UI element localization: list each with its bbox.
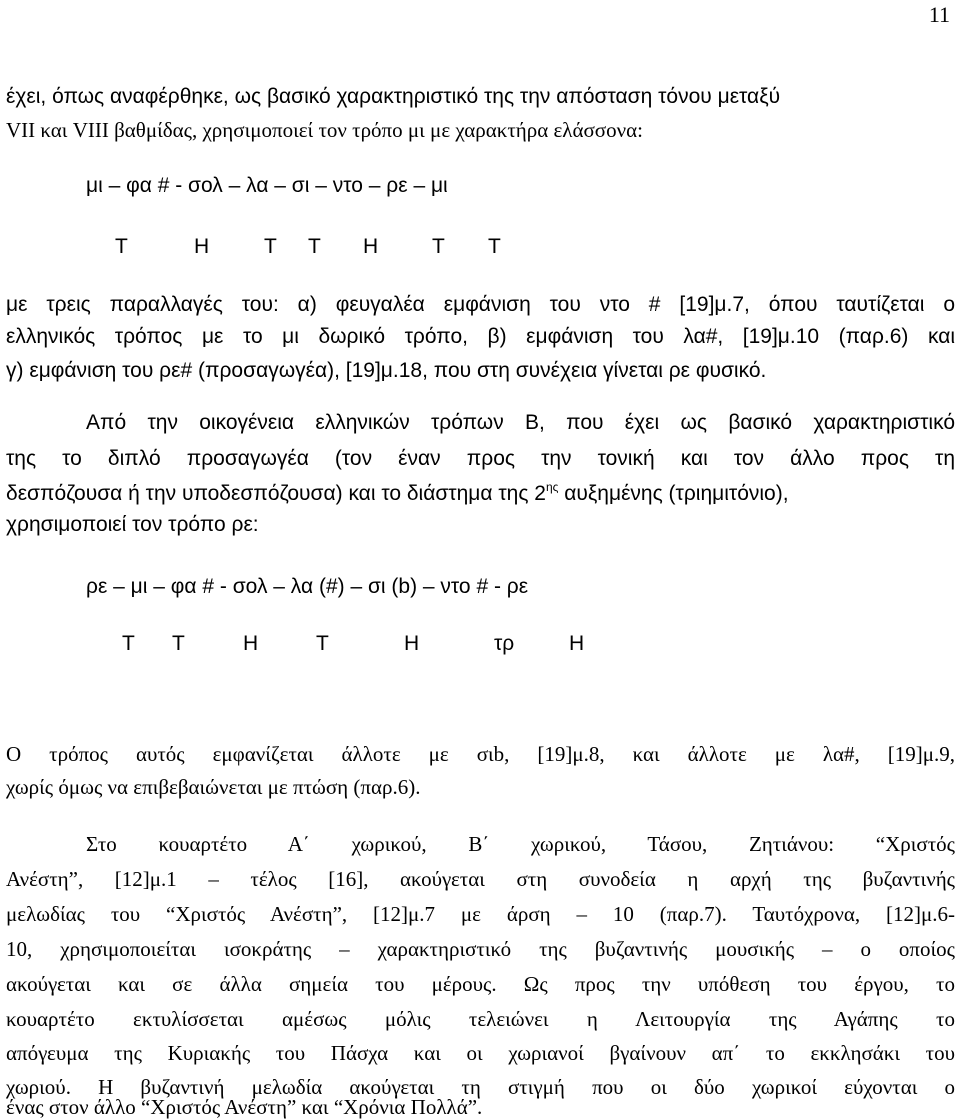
mode-scale-re: ρε – μι – φα # - σολ – λα (#) – σι (b) – ντο # - ρε [86,575,529,598]
interval-mark: Τ [264,235,277,258]
interval-mark: Τ [115,235,128,258]
text-line-20: ένας στον άλλο “Χριστός Ανέστη” και “Χρόνια Πολλά”. [6,1095,483,1119]
text-line-6: Από την οικογένεια ελληνικών τρόπων Β, που έχει ως βασικό χαρακτηριστικό [86,411,955,434]
interval-mark: Τ [308,235,321,258]
text-line-10: Ο τρόπος αυτός εμφανίζεται άλλοτε με σιb, [19]μ.8, και άλλοτε με λα#, [19]μ.9, [6,742,955,766]
text-line-16: ακούγεται και σε άλλα σημεία του μέρους. Ως προς την υπόθεση του έργου, το [6,972,955,996]
text-line-19: χωριού. Η βυζαντινή μελωδία ακούγεται τη στιγμή που οι δύο χωρικοί εύχονται ο [6,1075,955,1099]
interval-mark: Τ [316,632,329,655]
interval-mark: τρ [494,632,515,655]
interval-mark: Τ [122,632,135,655]
text-line-12: Στο κουαρτέτο Α΄ χωρικού, Β΄ χωρικού, Τάσου, Ζητιάνου: “Χριστός [86,832,955,856]
interval-mark: Η [569,632,585,655]
interval-mark: Η [243,632,259,655]
interval-mark: Τ [432,235,445,258]
text-line-5: γ) εμφάνιση του ρε# (προσαγωγέα), [19]μ.18, που στη συνέχεια γίνεται ρε φυσικό. [6,359,767,382]
ordinal-suffix: ης [545,480,559,494]
text-line-2: VII και VIII βαθμίδας, χρησιμοποιεί τον τρόπο μι με χαρακτήρα ελάσσονα: [6,118,643,142]
interval-mark: Η [194,235,210,258]
text-line-8-a: δεσπόζουσα ή την υποδεσπόζουσα) και το διάστημα της 2 [6,482,546,505]
mode-scale-mi: μι – φα # - σολ – λα – σι – ντο – ρε – μι [86,174,448,197]
text-line-3: με τρεις παραλλαγές του: α) φευγαλέα εμφάνιση του ντο # [19]μ.7, όπου ταυτίζεται ο [6,293,955,316]
text-line-14: μελωδίας του “Χριστός Ανέστη”, [12]μ.7 με άρση – 10 (παρ.7). Ταυτόχρονα, [12]μ.6- [6,902,955,926]
text-line-8 [6,481,789,504]
page-number: 11 [928,2,950,27]
text-line-7: της το διπλό προσαγωγέα (τον έναν προς την τονική και τον άλλο προς τη [6,447,955,470]
interval-mark: Η [363,235,379,258]
text-line-18: απόγευμα της Κυριακής του Πάσχα και οι χωριανοί βγαίνουν απ΄ το εκκλησάκι του [6,1041,955,1065]
text-line-17: κουαρτέτο εκτυλίσσεται αμέσως μόλις τελειώνει η Λειτουργία της Αγάπης το [6,1007,955,1031]
text-line-9: χρησιμοποιεί τον τρόπο ρε: [6,513,259,536]
text-line-13: Ανέστη”, [12]μ.1 – τέλος [16], ακούγεται στη συνοδεία η αρχή της βυζαντινής [6,867,955,891]
text-line-1: έχει, όπως αναφέρθηκε, ως βασικό χαρακτηριστικό της την απόσταση τόνου μεταξύ [6,85,781,108]
interval-mark: Η [404,632,420,655]
interval-mark: Τ [172,632,185,655]
text-line-11: χωρίς όμως να επιβεβαιώνεται με πτώση (παρ.6). [6,775,421,799]
text-line-15: 10, χρησιμοποιείται ισοκράτης – χαρακτηριστικό της βυζαντινής μουσικής – ο οποίος [6,937,955,961]
interval-mark: Τ [488,235,501,258]
text-line-4: ελληνικός τρόπος με το μι δωρικό τρόπο, β) εμφάνιση του λα#, [19]μ.10 (παρ.6) και [6,325,955,348]
text-line-8-b: αυξημένης (τριημιτόνιο), [558,482,789,505]
